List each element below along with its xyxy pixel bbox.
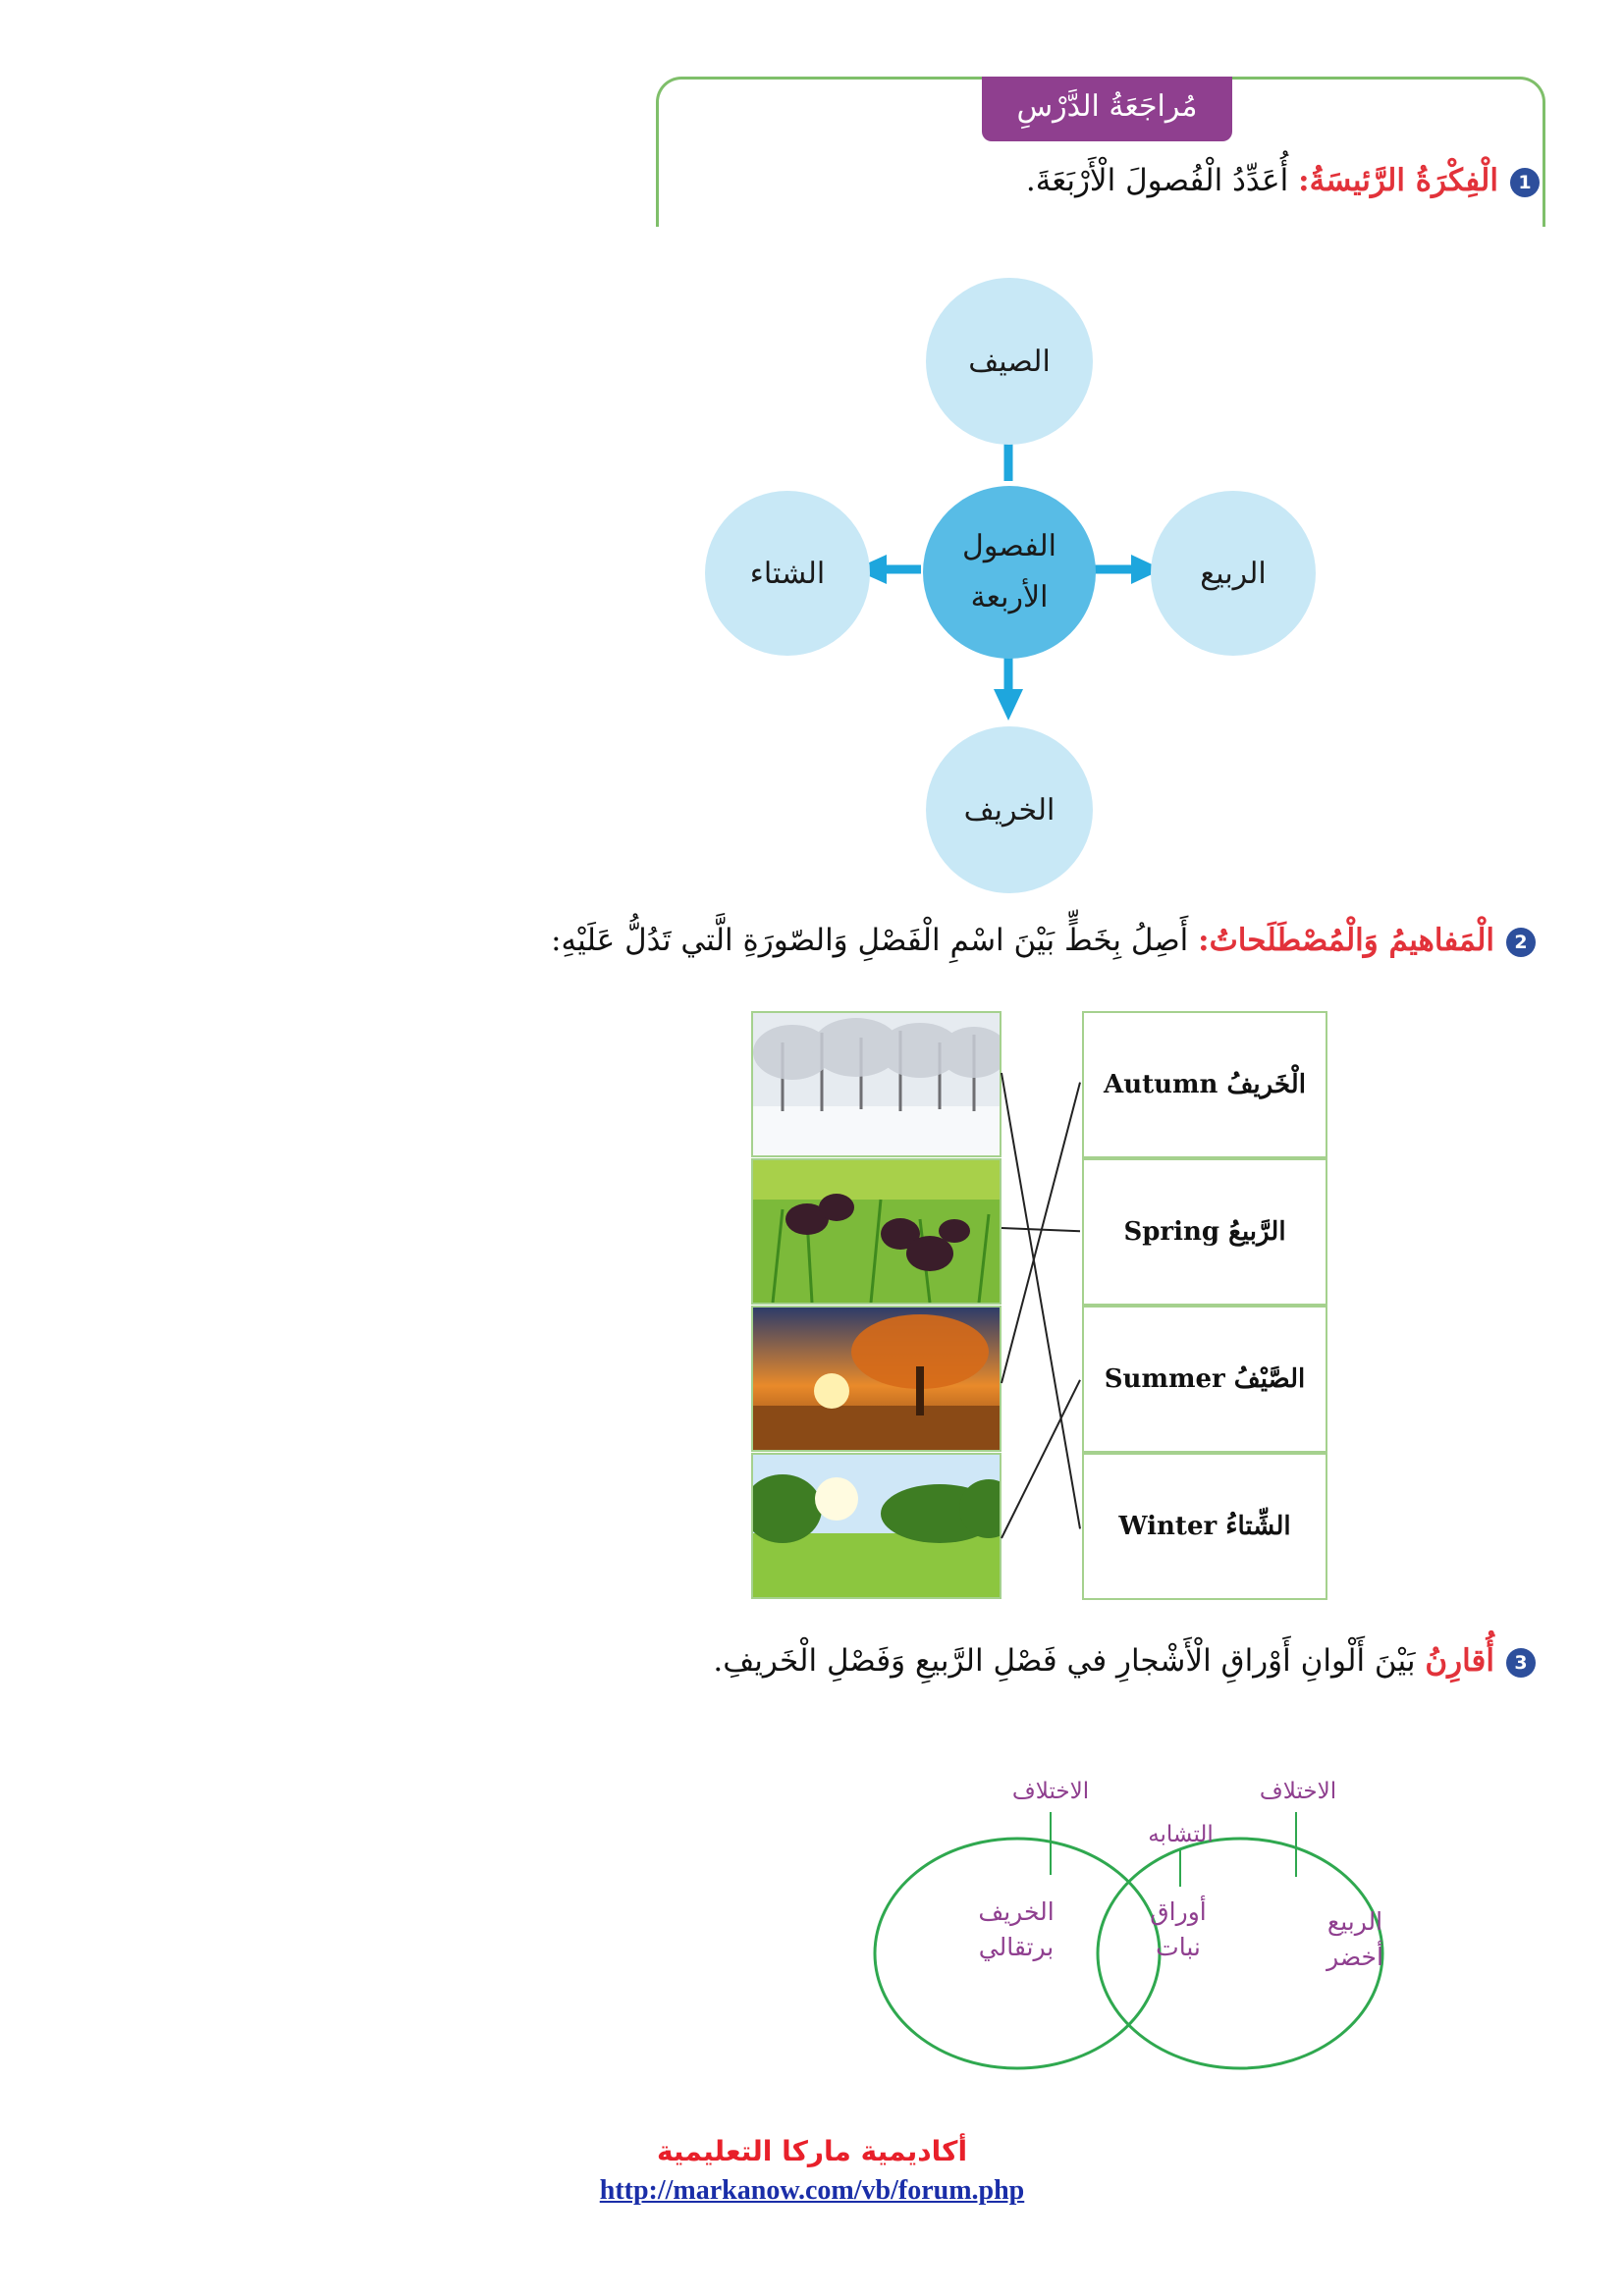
venn-middle-line2: نبات xyxy=(1156,1933,1201,1961)
season-label-spring: الربيع xyxy=(1200,556,1267,591)
season-cell-summer xyxy=(1082,1306,1327,1453)
venn-right-line1: الربيع xyxy=(1326,1907,1383,1936)
question-3-number: 3 xyxy=(1506,1648,1536,1678)
season-cell-spring xyxy=(1082,1158,1327,1306)
season-en-spring: Spring xyxy=(1123,1217,1220,1247)
venn-right-header: الاختلاف xyxy=(1259,1779,1337,1804)
season-cell-winter xyxy=(1082,1453,1327,1600)
question-2 xyxy=(551,923,1536,958)
venn-middle-header: التشابه xyxy=(1148,1822,1214,1847)
venn-middle-line1: أوراق xyxy=(1150,1897,1207,1926)
season-circle-autumn xyxy=(926,726,1093,893)
season-cell-autumn xyxy=(1082,1011,1327,1158)
question-1-text: أُعَدِّدُ الْفُصولَ الْأَرْبَعَةَ. xyxy=(1025,163,1289,198)
image-spring xyxy=(751,1158,1001,1305)
center-label-line1: الفصول xyxy=(962,529,1056,563)
image-winter xyxy=(751,1011,1001,1157)
season-label-winter: الشتاء xyxy=(749,556,826,591)
match-line-2 xyxy=(1001,1083,1080,1383)
question-2-number: 2 xyxy=(1506,928,1536,957)
mindmap-arrows xyxy=(0,0,1624,883)
image-autumn xyxy=(751,1306,1001,1452)
season-en-winter: Winter xyxy=(1118,1512,1218,1541)
season-circle-spring xyxy=(1151,491,1316,656)
season-ar-summer: الصَّيْفُ xyxy=(1233,1364,1306,1394)
venn-right-line2: أخضر xyxy=(1326,1943,1383,1971)
question-1-key: الْفِكْرَةُ الرَّئيسَةُ: xyxy=(1298,163,1498,198)
season-en-autumn: Autumn xyxy=(1104,1070,1218,1099)
season-circle-winter xyxy=(705,491,870,656)
season-ar-autumn: الْخَريفُ xyxy=(1226,1070,1306,1099)
center-label-line2: الأربعة xyxy=(970,580,1049,614)
review-tab: مُراجَعَةُ الدَّرْسِ xyxy=(982,77,1232,141)
image-summer xyxy=(751,1453,1001,1599)
venn-left-header: الاختلاف xyxy=(1011,1779,1090,1804)
question-1-number: 1 xyxy=(1510,168,1540,197)
question-3-text: بَيْنَ أَلْوانِ أَوْراقِ الْأَشْجارِ في فَصْلِ الرَّبيعِ وَفَصْلِ الْخَريفِ. xyxy=(713,1643,1416,1679)
matching-lines xyxy=(1000,1011,1082,1600)
footer-link[interactable]: http://markanow.com/vb/forum.php xyxy=(599,2175,1025,2206)
footer-title: أكاديمية ماركا التعليمية xyxy=(656,2135,968,2167)
season-ar-winter: الشِّتاءُ xyxy=(1225,1512,1291,1541)
venn-right-text xyxy=(1281,1904,1429,1975)
question-2-key: الْمَفاهيمُ وَالْمُصْطَلَحاتُ: xyxy=(1198,923,1494,958)
question-2-text: أَصِلُ بِخَطٍّ بَيْنَ اسْمِ الْفَصْلِ وَالصّورَةِ الَّتي تَدُلُّ عَلَيْهِ: xyxy=(551,923,1189,958)
center-circle xyxy=(923,486,1096,659)
arrow-down-head xyxy=(994,689,1023,721)
season-circle-summer xyxy=(926,278,1093,445)
season-label-autumn: الخريف xyxy=(963,792,1056,828)
venn-left-text xyxy=(943,1895,1090,1965)
venn-left-line1: الخريف xyxy=(978,1897,1055,1926)
season-ar-spring: الرَّبيعُ xyxy=(1228,1217,1286,1247)
venn-middle-text xyxy=(1119,1895,1237,1965)
venn-left-line2: برتقالي xyxy=(978,1933,1055,1961)
season-en-summer: Summer xyxy=(1104,1364,1225,1394)
question-3-key: أُقارِنُ xyxy=(1425,1643,1494,1679)
question-3 xyxy=(713,1643,1536,1679)
footer-link-wrapper xyxy=(0,2175,1624,2207)
season-label-summer: الصيف xyxy=(968,344,1051,379)
